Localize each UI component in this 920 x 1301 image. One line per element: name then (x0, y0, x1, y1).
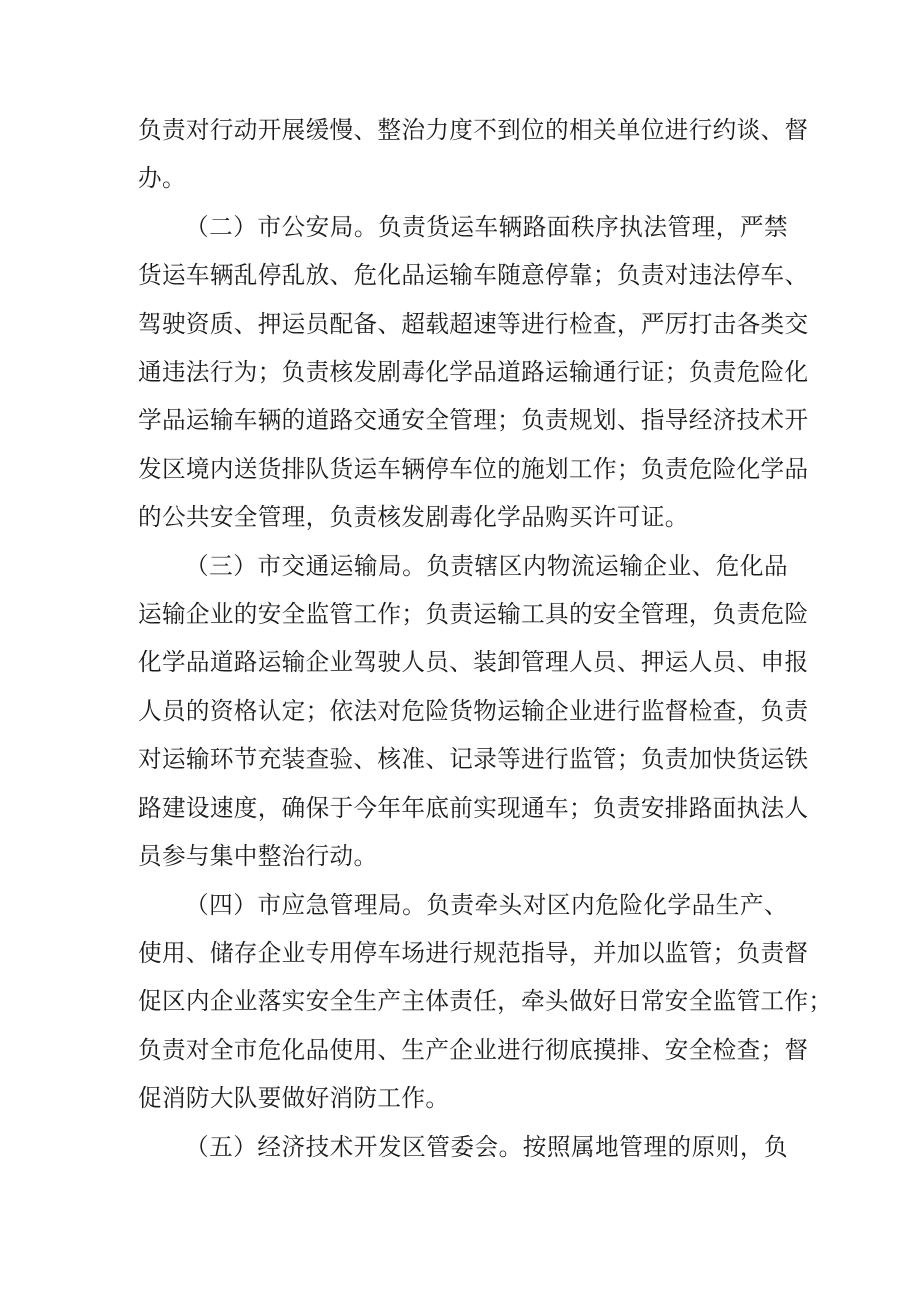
text-line: （二）市公安局。负责货运车辆路面秩序执法管理，严禁 (185, 212, 788, 241)
text-line: 学品运输车辆的道路交通安全管理；负责规划、指导经济技术开 (138, 406, 809, 435)
text-line: 通违法行为；负责核发剧毒化学品道路运输通行证；负责危险化 (138, 358, 809, 387)
body-text (138, 106, 833, 1171)
paragraph-continuation (138, 106, 809, 203)
text-line: 员参与集中整治行动。 (138, 842, 378, 871)
text-line: 的公共安全管理，负责核发剧毒化学品购买许可证。 (138, 503, 689, 532)
text-line: （五）经济技术开发区管委会。按照属地管理的原则，负 (185, 1132, 788, 1161)
paragraph-emergency (138, 881, 833, 1123)
paragraph-transport (138, 542, 809, 881)
text-line: 发区境内送货排队货运车辆停车位的施划工作；负责危险化学品 (138, 454, 809, 483)
text-line: 使用、储存企业专用停车场进行规范指导，并加以监管；负责督 (138, 938, 809, 967)
text-line: 路建设速度，确保于今年年底前实现通车；负责安排路面执法人 (138, 793, 809, 822)
paragraph-public-security (138, 203, 809, 542)
text-line: 负责对全市危化品使用、生产企业进行彻底摸排、安全检查；督 (138, 1035, 809, 1064)
text-line: 人员的资格认定；依法对危险货物运输企业进行监督检查，负责 (138, 696, 809, 725)
text-line: 负责对行动开展缓慢、整治力度不到位的相关单位进行约谈、督 (138, 116, 809, 144)
text-line: （四）市应急管理局。负责牵头对区内危险化学品生产、 (185, 890, 788, 919)
text-line: 货运车辆乱停乱放、危化品运输车随意停靠；负责对违法停车、 (138, 261, 809, 290)
text-line: 运输企业的安全监管工作；负责运输工具的安全管理，负责危险 (138, 600, 809, 629)
text-line: 办。 (138, 164, 186, 193)
text-line: 促区内企业落实安全生产主体责任，牵头做好日常安全监管工作； (138, 987, 833, 1016)
text-line: 对运输环节充装查验、核准、记录等进行监管；负责加快货运铁 (138, 745, 809, 774)
text-line: 化学品道路运输企业驾驶人员、装卸管理人员、押运人员、申报 (138, 648, 809, 677)
text-line: 促消防大队要做好消防工作。 (138, 1084, 450, 1113)
text-line: （三）市交通运输局。负责辖区内物流运输企业、危化品 (185, 551, 788, 580)
paragraph-development-zone (138, 1123, 788, 1171)
text-line: 驾驶资质、押运员配备、超载超速等进行检查，严厉打击各类交 (138, 309, 809, 338)
